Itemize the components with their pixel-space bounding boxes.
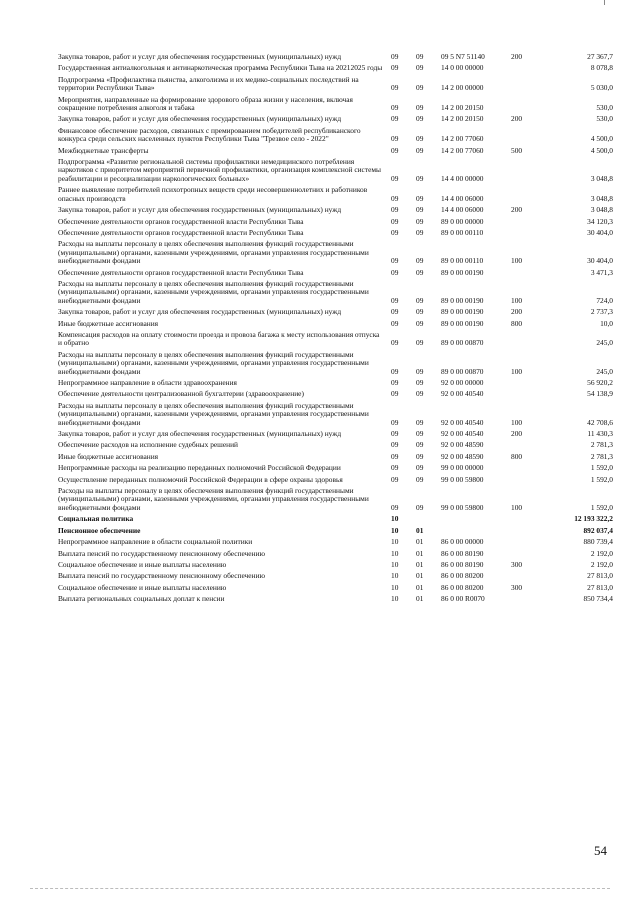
- table-row: [58, 594, 613, 605]
- row-subsection: 09: [416, 429, 424, 439]
- row-expense-type: 200: [511, 429, 523, 439]
- row-name: Выплата региональных социальных доплат к пенсии: [58, 594, 225, 604]
- row-amount: 3 048,8: [590, 173, 613, 183]
- row-target-article: 89 0 00 00870: [441, 366, 484, 376]
- row-subsection: 01: [416, 548, 424, 558]
- row-subsection: 09: [416, 83, 424, 93]
- row-target-article: 92 0 00 40540: [441, 417, 484, 427]
- row-subsection: 09: [416, 267, 424, 277]
- table-row: [58, 514, 613, 525]
- row-target-article: 89 0 00 00190: [441, 267, 484, 277]
- row-subsection: 09: [416, 338, 424, 348]
- row-subsection: 09: [416, 440, 424, 450]
- row-amount: 2 781,3: [590, 451, 613, 461]
- row-subsection: 09: [416, 366, 424, 376]
- row-amount: 5 030,0: [590, 83, 613, 93]
- row-target-article: 89 0 00 00190: [441, 318, 484, 328]
- row-section: 09: [391, 378, 399, 387]
- row-name: Государственная антиалкогольная и антинаркотическая программа Республики Тыва на 20212025 годы: [58, 63, 383, 73]
- row-expense-type: 100: [511, 417, 523, 427]
- row-expense-type: [511, 526, 551, 537]
- row-section: 09: [391, 463, 399, 473]
- row-expense-type: [511, 228, 551, 239]
- row-target-article: 14 4 00 06000: [441, 205, 484, 215]
- row-amount: 245,0: [596, 366, 613, 376]
- table-row: [58, 217, 613, 228]
- row-expense-type: [511, 330, 551, 350]
- row-name: Пенсионное обеспечение: [58, 525, 141, 535]
- row-target-article: 14 2 00 00000: [441, 83, 484, 93]
- row-subsection: 09: [416, 389, 424, 399]
- row-target-article: 89 0 00 00190: [441, 295, 484, 305]
- row-expense-type: [511, 157, 551, 185]
- row-amount: 8 078,8: [590, 63, 613, 73]
- row-name: Выплата пенсий по государственному пенсионному обеспечению: [58, 571, 265, 581]
- row-name: Иные бюджетные ассигнования: [58, 318, 159, 328]
- table-row: [58, 486, 613, 514]
- row-amount: 2 781,3: [590, 440, 613, 450]
- row-subsection: [416, 514, 441, 525]
- row-target-article: 86 0 00 80190: [441, 559, 484, 569]
- row-amount: 724,0: [596, 295, 613, 305]
- row-subsection: 01: [416, 559, 424, 569]
- row-name: Выплата пенсий по государственному пенсионному обеспечению: [58, 548, 265, 558]
- row-expense-type: 800: [511, 451, 523, 461]
- row-amount: 12 193 322,2: [574, 514, 613, 524]
- row-subsection: 09: [416, 295, 424, 305]
- row-name: Подпрограмма «Развитие региональной системы профилактики немедицинского потребления наркотиков с приоритетом мероприятий первичной профилактики, организация комплексной системы реабилитации и ресоциализации наркологических больных»: [58, 157, 381, 183]
- row-amount: 10,0: [600, 318, 613, 328]
- row-amount: 42 708,6: [587, 417, 613, 427]
- row-name: Финансовое обеспечение расходов, связанных с премированием победителей республиканского конкурса среди сельских населенных пунктов Республики Тыва "Трезвое село - 2022": [58, 125, 361, 144]
- row-amount: 2 737,3: [590, 307, 613, 317]
- row-subsection: 09: [416, 205, 424, 215]
- row-amount: 27 813,0: [587, 571, 613, 581]
- row-target-article: 89 0 00 00870: [441, 338, 484, 348]
- row-subsection: 09: [416, 103, 424, 113]
- row-subsection: 09: [416, 417, 424, 427]
- row-section: 09: [391, 295, 399, 305]
- table-row: [58, 583, 613, 594]
- row-section: 10: [391, 514, 399, 524]
- table-row: [58, 463, 613, 474]
- row-name: Закупка товаров, работ и услуг для обеспечения государственных (муниципальных) нужд: [58, 205, 342, 215]
- row-expense-type: [511, 463, 551, 474]
- table-row: [58, 52, 613, 63]
- row-section: 09: [391, 216, 399, 226]
- row-name: Компенсация расходов на оплату стоимости проезда и провоза багажа к месту использования отпуска и обратно: [58, 329, 380, 348]
- row-amount: 245,0: [596, 338, 613, 348]
- row-amount: 3 471,3: [590, 267, 613, 277]
- row-section: 10: [391, 559, 399, 569]
- row-expense-type: 800: [511, 318, 523, 328]
- row-section: 09: [391, 52, 399, 61]
- row-subsection: 01: [416, 594, 424, 604]
- row-amount: 54 138,9: [587, 389, 613, 399]
- table-row: [58, 185, 613, 205]
- row-amount: 892 037,4: [583, 525, 613, 535]
- row-subsection: 09: [416, 63, 424, 73]
- row-name: Непрограммное направление в области социальной политики: [58, 537, 253, 547]
- row-section: 10: [391, 571, 399, 581]
- row-target-article: 14 0 00 00000: [441, 63, 484, 73]
- row-name: Обеспечение деятельности органов государственной власти Республики Тыва: [58, 267, 304, 277]
- row-subsection: 09: [416, 256, 424, 266]
- row-subsection: 01: [416, 537, 424, 547]
- row-name: Закупка товаров, работ и услуг для обеспечения государственных (муниципальных) нужд: [58, 52, 342, 61]
- row-section: 09: [391, 83, 399, 93]
- row-amount: 2 192,0: [590, 559, 613, 569]
- row-name: Непрограммное направление в области здравоохранения: [58, 378, 237, 387]
- table-row: [58, 146, 613, 157]
- row-expense-type: [511, 268, 551, 279]
- row-subsection: 09: [416, 145, 424, 155]
- row-name: Мероприятия, направленные на формирование здорового образа жизни у населения, включая сокращение потребления алкоголя и табака: [58, 94, 353, 113]
- row-amount: 530,0: [596, 103, 613, 113]
- row-name: Закупка товаров, работ и услуг для обеспечения государственных (муниципальных) нужд: [58, 114, 342, 124]
- row-target-article: 89 0 00 00110: [441, 256, 484, 266]
- row-target-article: 14 2 00 20150: [441, 114, 484, 124]
- row-section: 10: [391, 548, 399, 558]
- row-target-article: [441, 526, 511, 537]
- row-expense-type: [511, 440, 551, 451]
- row-amount: 880 739,4: [583, 537, 613, 547]
- row-expense-type: [511, 571, 551, 582]
- row-amount: 30 404,0: [587, 256, 613, 266]
- row-target-article: 09 5 N7 51140: [441, 52, 485, 61]
- row-expense-type: [511, 75, 551, 95]
- row-name: Обеспечение деятельности органов государственной власти Республики Тыва: [58, 216, 304, 226]
- row-amount: 34 120,3: [587, 216, 613, 226]
- row-amount: 3 048,8: [590, 205, 613, 215]
- row-amount: 4 500,0: [590, 134, 613, 144]
- row-expense-type: 200: [511, 52, 523, 61]
- row-expense-type: [511, 217, 551, 228]
- row-subsection: 09: [416, 114, 424, 124]
- row-section: 09: [391, 318, 399, 328]
- table-row: [58, 549, 613, 560]
- row-section: 10: [391, 525, 399, 535]
- row-expense-type: [511, 514, 551, 525]
- row-name: Обеспечение деятельности органов государственной власти Республики Тыва: [58, 227, 304, 237]
- row-subsection: 09: [416, 378, 424, 387]
- table-row: [58, 350, 613, 378]
- row-amount: 530,0: [596, 114, 613, 124]
- row-subsection: 01: [416, 571, 424, 581]
- row-expense-type: [511, 63, 551, 74]
- row-name: Расходы на выплаты персоналу в целях обеспечения выполнения функций государственными (муниципальными) органами, казенными учреждениями, органами управления государственными внебюджетными фондами: [58, 349, 369, 376]
- row-name: Социальная политика: [58, 514, 134, 524]
- row-section: 09: [391, 227, 399, 237]
- budget-table: [58, 52, 613, 606]
- row-name: Закупка товаров, работ и услуг для обеспечения государственных (муниципальных) нужд: [58, 307, 342, 317]
- row-target-article: 92 0 00 00000: [441, 378, 484, 387]
- row-target-article: 86 0 00 80190: [441, 548, 484, 558]
- row-target-article: 86 0 00 80200: [441, 571, 484, 581]
- row-section: 09: [391, 440, 399, 450]
- row-section: 10: [391, 582, 399, 592]
- row-expense-type: [511, 389, 551, 400]
- row-amount: 27 367,7: [587, 52, 613, 61]
- table-row: [58, 429, 613, 440]
- row-name: Расходы на выплаты персоналу в целях обеспечения выполнения функций государственными (муниципальными) органами, казенными учреждениями, органами управления государственными внебюджетными фондами: [58, 278, 369, 305]
- row-subsection: 09: [416, 463, 424, 473]
- row-section: 09: [391, 103, 399, 113]
- table-row: [58, 378, 613, 389]
- row-name: Непрограммные расходы на реализацию переданных полномочий Российской Федерации: [58, 463, 341, 473]
- row-target-article: 86 0 00 R0070: [441, 594, 485, 604]
- row-expense-type: [511, 126, 551, 146]
- row-subsection: 09: [416, 227, 424, 237]
- row-target-article: 92 0 00 40540: [441, 389, 484, 399]
- row-section: 09: [391, 63, 399, 73]
- row-expense-type: [511, 95, 551, 115]
- row-section: 09: [391, 114, 399, 124]
- row-name: Расходы на выплаты персоналу в целях обеспечения выполнения функций государственными (муниципальными) органами, казенными учреждениями, органами управления государственными внебюджетными фондами: [58, 400, 369, 427]
- row-subsection: 09: [416, 502, 424, 512]
- row-subsection: 09: [416, 173, 424, 183]
- row-target-article: [441, 514, 511, 525]
- row-subsection: 09: [416, 193, 424, 203]
- row-name: Подпрограмма «Профилактика пьянства, алкоголизма и их медико-социальных последствий на территории Республики Тыва»: [58, 74, 359, 93]
- row-section: 10: [391, 537, 399, 547]
- row-amount: 1 592,0: [590, 502, 613, 512]
- row-expense-type: [511, 185, 551, 205]
- row-subsection: 09: [416, 307, 424, 317]
- row-subsection: 09: [416, 216, 424, 226]
- row-expense-type: 200: [511, 307, 523, 317]
- table-row: [58, 475, 613, 486]
- row-target-article: 86 0 00 80200: [441, 582, 484, 592]
- row-section: 09: [391, 267, 399, 277]
- row-name: Обеспечение расходов на исполнение судебных решений: [58, 440, 239, 450]
- row-amount: 850 734,4: [583, 594, 613, 604]
- row-section: 10: [391, 594, 399, 604]
- row-target-article: 99 0 00 00000: [441, 463, 484, 473]
- row-name: Раннее выявление потребителей психотропных веществ среди несовершеннолетних и работников опасных производств: [58, 185, 368, 203]
- row-section: 09: [391, 502, 399, 512]
- row-target-article: 14 4 00 00000: [441, 173, 484, 183]
- table-row: [58, 401, 613, 429]
- table-row: [58, 571, 613, 582]
- row-section: 09: [391, 256, 399, 266]
- row-section: 09: [391, 307, 399, 317]
- row-name: Социальное обеспечение и иные выплаты населению: [58, 559, 227, 569]
- table-row: [58, 75, 613, 95]
- row-name: Осуществление переданных полномочий Российской Федерации в сфере охраны здоровья: [58, 474, 343, 484]
- table-row: [58, 228, 613, 239]
- row-expense-type: 300: [511, 559, 523, 569]
- table-row: [58, 126, 613, 146]
- row-expense-type: 100: [511, 256, 523, 266]
- row-subsection: 09: [416, 451, 424, 461]
- table-row: [58, 63, 613, 74]
- scan-edge-mark: [604, 0, 605, 5]
- table-row: [58, 157, 613, 185]
- row-section: 09: [391, 389, 399, 399]
- row-amount: 1 592,0: [590, 474, 613, 484]
- table-row: [58, 307, 613, 318]
- row-target-article: 14 2 00 20150: [441, 103, 484, 113]
- table-row: [58, 526, 613, 537]
- row-name: Закупка товаров, работ и услуг для обеспечения государственных (муниципальных) нужд: [58, 429, 342, 439]
- page-number: 54: [594, 843, 607, 858]
- table-row: [58, 330, 613, 350]
- row-expense-type: [511, 549, 551, 560]
- row-subsection: 09: [416, 318, 424, 328]
- row-target-article: 89 0 00 00000: [441, 216, 484, 226]
- row-target-article: 14 4 00 06000: [441, 193, 484, 203]
- table-row: [58, 239, 613, 267]
- row-expense-type: [511, 594, 551, 605]
- row-target-article: 14 2 00 77060: [441, 134, 484, 144]
- row-target-article: 89 0 00 00190: [441, 307, 484, 317]
- row-expense-type: 100: [511, 366, 523, 376]
- row-target-article: 99 0 00 59800: [441, 474, 484, 484]
- row-expense-type: 100: [511, 295, 523, 305]
- row-target-article: 92 0 00 48590: [441, 440, 484, 450]
- row-name: Социальное обеспечение и иные выплаты населению: [58, 582, 227, 592]
- row-expense-type: [511, 537, 551, 548]
- row-amount: 4 500,0: [590, 145, 613, 155]
- row-amount: 11 430,3: [587, 429, 613, 439]
- row-section: 09: [391, 134, 399, 144]
- row-subsection: 01: [416, 582, 424, 592]
- row-section: 09: [391, 205, 399, 215]
- budget-table-body: [58, 52, 613, 606]
- row-subsection: 09: [416, 134, 424, 144]
- row-target-article: 14 2 00 77060: [441, 145, 484, 155]
- row-expense-type: 500: [511, 145, 523, 155]
- row-section: 09: [391, 451, 399, 461]
- row-section: 09: [391, 366, 399, 376]
- row-amount: 3 048,8: [590, 193, 613, 203]
- table-row: [58, 268, 613, 279]
- table-row: [58, 452, 613, 463]
- row-name: Обеспечение деятельности централизованной бухгалтерии (здравоохранение): [58, 389, 304, 399]
- row-name: Расходы на выплаты персоналу в целях обеспечения выполнения функций государственными (муниципальными) органами, казенными учреждениями, органами управления государственными внебюджетными фондами: [58, 486, 369, 512]
- table-row: [58, 537, 613, 548]
- row-amount: 1 592,0: [590, 463, 613, 473]
- row-expense-type: [511, 475, 551, 486]
- row-target-article: 99 0 00 59800: [441, 502, 484, 512]
- row-expense-type: 200: [511, 114, 523, 124]
- table-row: [58, 440, 613, 451]
- row-expense-type: 200: [511, 205, 523, 215]
- row-expense-type: 300: [511, 582, 523, 592]
- row-section: 09: [391, 338, 399, 348]
- table-row: [58, 114, 613, 125]
- table-row: [58, 95, 613, 115]
- row-amount: 2 192,0: [590, 548, 613, 558]
- row-section: 09: [391, 429, 399, 439]
- row-amount: 30 404,0: [587, 227, 613, 237]
- scan-bottom-edge: [30, 888, 610, 889]
- row-subsection: 09: [416, 52, 424, 61]
- row-amount: 27 813,0: [587, 582, 613, 592]
- row-target-article: 92 0 00 40540: [441, 429, 484, 439]
- table-row: [58, 389, 613, 400]
- row-target-article: 89 0 00 00110: [441, 227, 484, 237]
- row-section: 09: [391, 145, 399, 155]
- table-row: [58, 279, 613, 307]
- row-name: Иные бюджетные ассигнования: [58, 451, 159, 461]
- table-row: [58, 205, 613, 216]
- table-row: [58, 560, 613, 571]
- row-section: 09: [391, 173, 399, 183]
- row-expense-type: [511, 378, 551, 389]
- row-name: Межбюджетные трансферты: [58, 145, 149, 155]
- row-expense-type: 100: [511, 502, 523, 512]
- row-section: 09: [391, 474, 399, 484]
- row-section: 09: [391, 193, 399, 203]
- row-amount: 56 920,2: [587, 378, 613, 387]
- row-target-article: 86 0 00 00000: [441, 537, 484, 547]
- table-row: [58, 319, 613, 330]
- row-name: Расходы на выплаты персоналу в целях обеспечения выполнения функций государственными (муниципальными) органами, казенными учреждениями, органами управления государственными внебюджетными фондами: [58, 239, 369, 266]
- row-section: 09: [391, 417, 399, 427]
- row-target-article: 92 0 00 48590: [441, 451, 484, 461]
- row-subsection: 09: [416, 474, 424, 484]
- row-subsection: 01: [416, 525, 424, 535]
